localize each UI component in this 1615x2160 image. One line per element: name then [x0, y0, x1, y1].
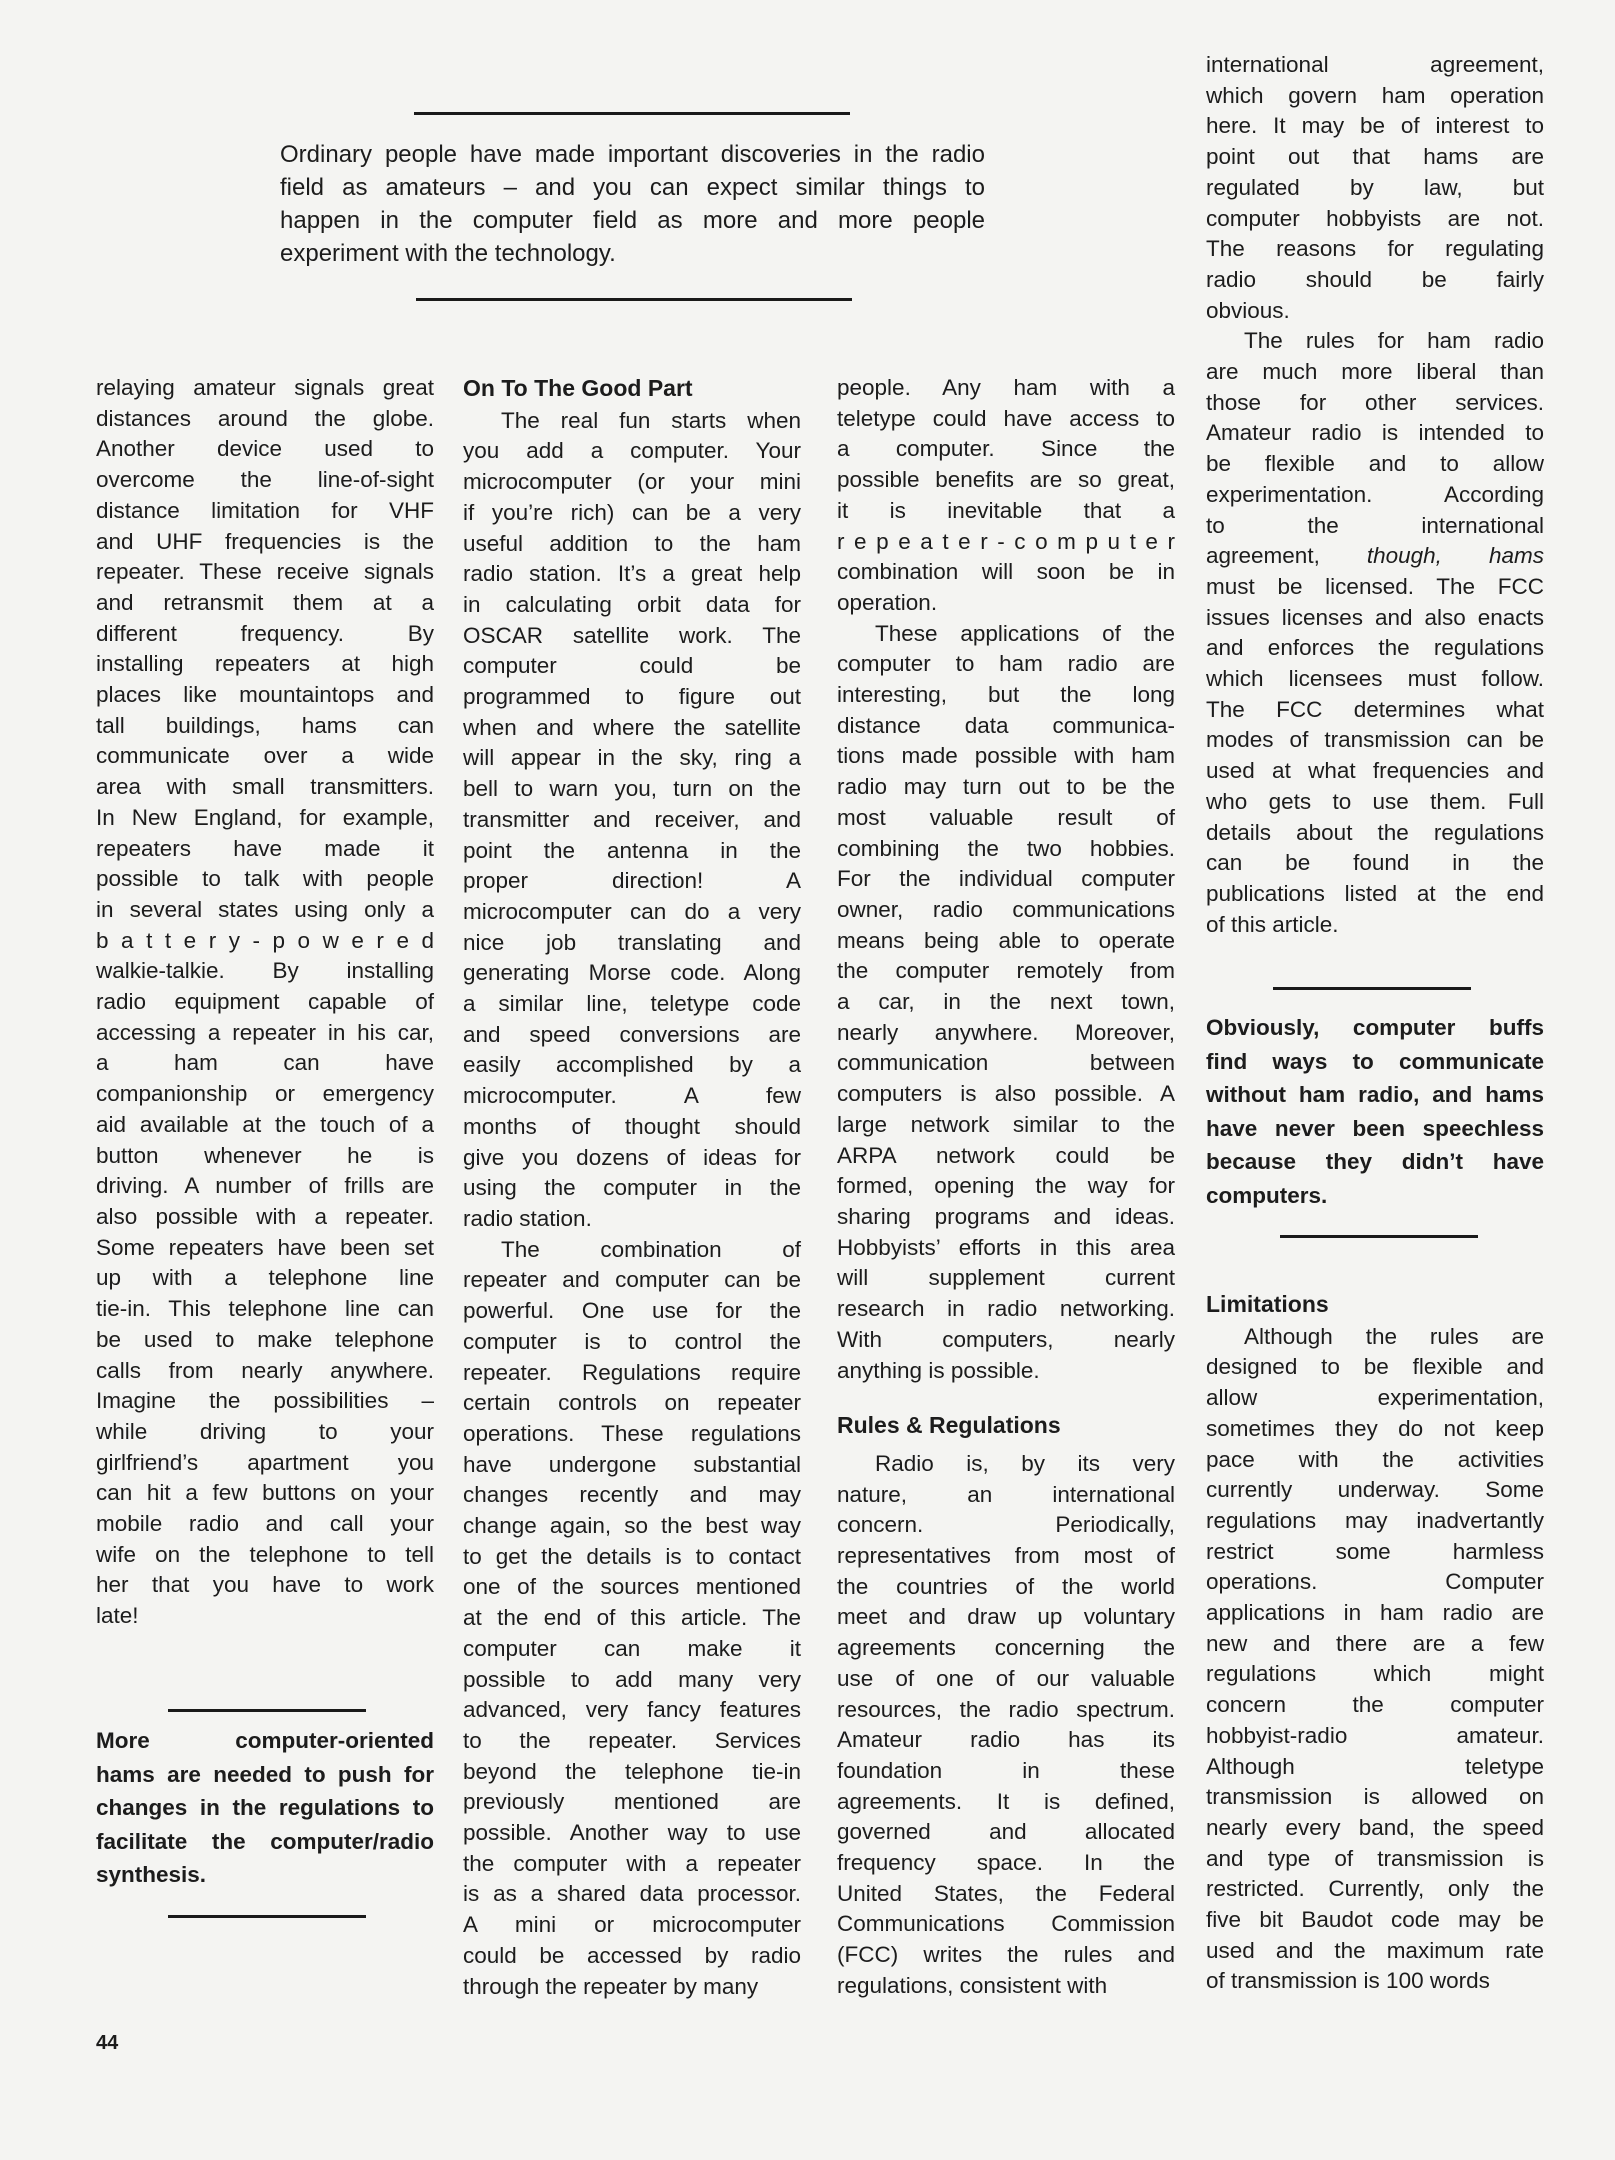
paragraph-line: transmission is allowed on — [1206, 1784, 1544, 1810]
paragraph-line: change again, so the best way — [463, 1513, 801, 1539]
paragraph-line: companionship or emergency — [96, 1081, 434, 1107]
paragraph-line: to get the details is to contact — [463, 1543, 801, 1569]
paragraph-line: nice job translating and — [463, 929, 801, 955]
paragraph-line: will appear in the sky, ring a — [463, 745, 801, 771]
callout-line: find ways to communicate — [1206, 1048, 1544, 1074]
paragraph-line: ARPA network could be — [837, 1142, 1175, 1168]
pullquote-line: happen in the computer field as more and more people — [280, 207, 985, 234]
paragraph-line: r e p e a t e r - c o m p u t e r — [837, 528, 1175, 554]
paragraph-line: Radio is, by its very — [875, 1450, 1175, 1476]
paragraph-line: give you dozens of ideas for — [463, 1144, 801, 1170]
paragraph-line: and speed conversions are — [463, 1021, 801, 1047]
paragraph-line: easily accomplished by a — [463, 1052, 801, 1078]
paragraph-line: be used to make telephone — [96, 1326, 434, 1352]
paragraph-line: use of one of our valuable — [837, 1665, 1175, 1691]
paragraph-line: the computer remotely from — [837, 958, 1175, 984]
paragraph-line: can be found in the — [1206, 850, 1544, 876]
paragraph-line: also possible with a repeater. — [96, 1203, 434, 1229]
paragraph-line: previously mentioned are — [463, 1789, 801, 1815]
paragraph-line: means being able to operate — [837, 927, 1175, 953]
paragraph-line: Although the rules are — [1244, 1323, 1544, 1349]
paragraph-line: frequency space. In the — [837, 1850, 1175, 1876]
callout-line: facilitate the computer/radio — [96, 1828, 434, 1854]
paragraph-line: Another device used to — [96, 436, 434, 462]
paragraph-line: obvious. — [1206, 297, 1290, 323]
paragraph-line: here. It may be of interest to — [1206, 113, 1544, 139]
callout-line: because they didn’t have — [1206, 1149, 1544, 1174]
callout-left — [96, 1724, 434, 1892]
paragraph-line: a computer. Since the — [837, 436, 1175, 462]
paragraph-line: aid available at the touch of a — [96, 1111, 434, 1137]
paragraph-line: applications in ham radio are — [1206, 1600, 1544, 1626]
paragraph-line: are much more liberal than — [1206, 359, 1544, 385]
paragraph-line: a car, in the next town, — [837, 989, 1175, 1015]
paragraph-line: repeaters have made it — [96, 835, 434, 861]
paragraph-line: up with a telephone line — [96, 1265, 434, 1291]
pullquote-line: field as amateurs – and you can expect similar things to — [280, 174, 985, 201]
paragraph-line: of this article. — [1206, 911, 1339, 937]
paragraph-line: designed to be flexible and — [1206, 1354, 1544, 1380]
section-heading-rules-regulations: Rules & Regulations — [837, 1412, 1061, 1439]
paragraph-line: if you’re rich) can be a very — [463, 499, 801, 525]
paragraph-line: powerful. One use for the — [463, 1298, 801, 1324]
paragraph-line: The combination of — [501, 1236, 801, 1262]
paragraph-line: the computer with a repeater — [463, 1850, 801, 1876]
paragraph-line: distances around the globe. — [96, 405, 434, 431]
pullquote-line: Ordinary people have made important discoveries in the radio — [280, 141, 985, 168]
paragraph-line: and retransmit them at a — [96, 589, 434, 615]
paragraph-line: button whenever he is — [96, 1142, 434, 1168]
column-4-top — [1206, 50, 1544, 940]
paragraph-line: wife on the telephone to tell — [96, 1541, 434, 1567]
paragraph-line: radio equipment capable of — [96, 989, 434, 1015]
paragraph-line: possible to talk with people — [96, 866, 434, 892]
paragraph-line: operations. These regulations — [463, 1420, 801, 1446]
paragraph-line: must be licensed. The FCC — [1206, 573, 1544, 599]
paragraph-line: have undergone substantial — [463, 1451, 801, 1477]
page-number: 44 — [96, 2032, 119, 2054]
paragraph-line: to the repeater. Services — [463, 1727, 801, 1753]
paragraph-line: regulations which might — [1206, 1661, 1544, 1687]
paragraph-line: Amateur radio is intended to — [1206, 420, 1544, 446]
paragraph-line: computer is to control the — [463, 1328, 801, 1354]
paragraph-line: the countries of the world — [837, 1573, 1175, 1599]
paragraph-line: radio station. — [463, 1205, 592, 1231]
paragraph-line: possible benefits are so great, — [837, 467, 1175, 493]
paragraph-line: agreements. It is defined, — [837, 1788, 1175, 1814]
paragraph-line: tions made possible with ham — [837, 743, 1175, 769]
paragraph-line: nature, an international — [837, 1481, 1175, 1507]
paragraph-line: regulated by law, but — [1206, 174, 1544, 200]
paragraph-line: microcomputer (or your mini — [463, 469, 801, 495]
callout-left-rule-upper — [168, 1709, 366, 1712]
paragraph-line: teletype could have access to — [837, 405, 1175, 431]
paragraph-line: to the international — [1206, 512, 1544, 538]
section-heading-limitations: Limitations — [1206, 1291, 1329, 1317]
paragraph-line: different frequency. By — [96, 620, 434, 646]
paragraph-line: computer hobbyists are not. — [1206, 205, 1544, 231]
paragraph-line: can hit a few buttons on your — [96, 1480, 434, 1506]
paragraph-line: of transmission is 100 words — [1206, 1968, 1490, 1994]
callout-line: More computer-oriented — [96, 1728, 434, 1753]
paragraph-line: currently underway. Some — [1206, 1477, 1544, 1503]
paragraph-line: b a t t e r y - p o w e r e d — [96, 927, 434, 953]
paragraph-line: computers is also possible. A — [837, 1081, 1175, 1107]
paragraph-line: anything is possible. — [837, 1357, 1040, 1383]
paragraph-line: repeater. These receive signals — [96, 559, 434, 585]
paragraph-line: agreements concerning the — [837, 1635, 1175, 1661]
paragraph-line: overcome the line-of-sight — [96, 467, 434, 493]
paragraph-line: those for other services. — [1206, 389, 1544, 415]
paragraph-line: operation. — [837, 589, 938, 615]
paragraph-line: restricted. Currently, only the — [1206, 1876, 1544, 1902]
paragraph-line: United States, the Federal — [837, 1880, 1175, 1906]
paragraph-line: and enforces the regulations — [1206, 635, 1544, 661]
paragraph-line: agreement, though, hams — [1206, 543, 1544, 569]
paragraph-line: possible to add many very — [463, 1666, 801, 1692]
paragraph-line: concern the computer — [1206, 1692, 1544, 1718]
paragraph-line: large network similar to the — [837, 1111, 1175, 1137]
paragraph-line: it is inevitable that a — [837, 497, 1175, 523]
paragraph-line: programmed to figure out — [463, 684, 801, 710]
paragraph-line: governed and allocated — [837, 1819, 1175, 1845]
paragraph-line: hobbyist-radio amateur. — [1206, 1722, 1544, 1748]
callout-line: changes in the regulations to — [96, 1795, 434, 1820]
paragraph-line: regulations, consistent with — [837, 1972, 1108, 1998]
paragraph-line: people. Any ham with a — [837, 375, 1175, 400]
paragraph-line: In New England, for example, — [96, 804, 434, 830]
paragraph-line: calls from nearly anywhere. — [96, 1357, 434, 1383]
emphasis: hams — [1488, 543, 1544, 569]
paragraph-line: communicate over a wide — [96, 743, 434, 769]
paragraph-line: foundation in these — [837, 1757, 1175, 1783]
paragraph-line: a ham can have — [96, 1050, 434, 1076]
paragraph-line: her that you have to work — [96, 1572, 434, 1598]
paragraph-line: concern. Periodically, — [837, 1512, 1175, 1538]
paragraph-line: The real fun starts when — [501, 407, 801, 433]
paragraph-line: walkie-talkie. By installing — [96, 958, 434, 984]
paragraph-line: Some repeaters have been set — [96, 1234, 434, 1260]
paragraph-line: tall buildings, hams can — [96, 712, 434, 738]
paragraph-line: who gets to use them. Full — [1206, 788, 1544, 814]
paragraph-line: publications listed at the end — [1206, 880, 1544, 906]
pullquote-line: experiment with the technology. — [280, 240, 616, 267]
paragraph-line: could be accessed by radio — [463, 1942, 801, 1968]
paragraph-line: interesting, but the long — [837, 682, 1175, 708]
paragraph-line: a similar line, teletype code — [463, 991, 801, 1017]
paragraph-line: international agreement, — [1206, 52, 1544, 77]
paragraph-line: modes of transmission can be — [1206, 727, 1544, 753]
paragraph-line: combining the two hobbies. — [837, 835, 1175, 861]
paragraph-line: repeater and computer can be — [463, 1267, 801, 1293]
paragraph-line: mobile radio and call your — [96, 1511, 434, 1537]
paragraph-line: and UHF frequencies is the — [96, 528, 434, 554]
paragraph-line: resources, the radio spectrum. — [837, 1696, 1175, 1722]
callout-line: hams are needed to push for — [96, 1761, 434, 1787]
paragraph-line: and type of transmission is — [1206, 1845, 1544, 1871]
paragraph-line: used and the maximum rate — [1206, 1937, 1544, 1963]
paragraph-line: sharing programs and ideas. — [837, 1203, 1175, 1229]
paragraph-line: which licensees must follow. — [1206, 666, 1544, 692]
paragraph-line: The rules for ham radio — [1244, 328, 1544, 354]
paragraph-line: transmitter and receiver, and — [463, 806, 801, 832]
column-3 — [837, 373, 1175, 2002]
paragraph-line: owner, radio communications — [837, 896, 1175, 922]
paragraph-line: driving. A number of frills are — [96, 1173, 434, 1199]
paragraph-line: accessing a repeater in his car, — [96, 1019, 434, 1045]
paragraph-line: computer could be — [463, 653, 801, 679]
paragraph-line: beyond the telephone tie-in — [463, 1758, 801, 1784]
paragraph-line: is as a shared data processor. — [463, 1881, 801, 1907]
column-2 — [463, 373, 801, 2002]
paragraph-line: through the repeater by many — [463, 1973, 759, 1999]
paragraph-line: formed, opening the way for — [837, 1173, 1175, 1199]
paragraph-line: relaying amateur signals great — [96, 375, 434, 400]
paragraph-line: radio should be fairly — [1206, 266, 1544, 292]
paragraph-line: generating Morse code. Along — [463, 960, 801, 986]
paragraph-line: point out that hams are — [1206, 144, 1544, 170]
paragraph-line: will supplement current — [837, 1265, 1175, 1291]
paragraph-line: distance data communica- — [837, 712, 1175, 738]
paragraph-line: representatives from most of — [837, 1543, 1175, 1569]
paragraph-line: Communications Commission — [837, 1911, 1175, 1937]
column-4-bottom — [1206, 1289, 1544, 1997]
paragraph-line: places like mountaintops and — [96, 682, 434, 708]
column-1 — [96, 373, 434, 1632]
paragraph-line: one of the sources mentioned — [463, 1574, 801, 1600]
paragraph-line: you add a computer. Your — [463, 438, 801, 464]
paragraph-line: communication between — [837, 1050, 1175, 1076]
paragraph-line: The reasons for regulating — [1206, 236, 1544, 262]
paragraph-line: installing repeaters at high — [96, 651, 434, 677]
paragraph-line: useful addition to the ham — [463, 530, 801, 556]
paragraph-line: experimentation. According — [1206, 481, 1544, 507]
paragraph-line: tie-in. This telephone line can — [96, 1296, 434, 1322]
paragraph-line: Imagine the possibilities – — [96, 1388, 434, 1414]
callout-line: synthesis. — [96, 1862, 207, 1887]
paragraph-line: meet and draw up voluntary — [837, 1604, 1175, 1630]
paragraph-line: radio may turn out to be the — [837, 774, 1175, 800]
paragraph-line: using the computer in the — [463, 1175, 801, 1201]
pullquote-top-rule-upper — [414, 112, 850, 115]
paragraph-line: most valuable result of — [837, 804, 1175, 830]
paragraph-line: nearly every band, the speed — [1206, 1814, 1544, 1840]
paragraph-line: OSCAR satellite work. The — [463, 622, 801, 648]
callout-left-rule-lower — [168, 1915, 366, 1918]
paragraph-line: distance limitation for VHF — [96, 497, 434, 523]
top-pullquote — [280, 138, 985, 270]
paragraph-line: point the antenna in the — [463, 837, 801, 863]
paragraph-line: certain controls on repeater — [463, 1390, 801, 1416]
paragraph-line: which govern ham operation — [1206, 82, 1544, 108]
paragraph-line: girlfriend’s apartment you — [96, 1449, 434, 1475]
pullquote-top-rule-lower — [416, 298, 852, 301]
paragraph-line: new and there are a few — [1206, 1630, 1544, 1656]
paragraph-line: Although teletype — [1206, 1753, 1544, 1779]
paragraph-line: computer to ham radio are — [837, 651, 1175, 677]
paragraph-line: operations. Computer — [1206, 1569, 1544, 1595]
paragraph-line: restrict some harmless — [1206, 1538, 1544, 1564]
paragraph-line: details about the regulations — [1206, 819, 1544, 845]
paragraph-line: months of thought should — [463, 1113, 801, 1139]
paragraph-line: proper direction! A — [463, 868, 801, 894]
paragraph-line: in several states using only a — [96, 896, 434, 922]
paragraph-line: repeater. Regulations require — [463, 1359, 801, 1385]
paragraph-line: at the end of this article. The — [463, 1605, 801, 1631]
paragraph-line: combination will soon be in — [837, 559, 1175, 585]
paragraph-line: be flexible and to allow — [1206, 451, 1544, 477]
paragraph-line: advanced, very fancy features — [463, 1697, 801, 1723]
callout-line: without ham radio, and hams — [1206, 1082, 1544, 1107]
paragraph-line: issues licenses and also enacts — [1206, 604, 1544, 630]
paragraph-line: late! — [96, 1603, 139, 1629]
callout-right-rule-lower — [1280, 1235, 1478, 1238]
paragraph-line: while driving to your — [96, 1418, 434, 1444]
callout-line: have never been speechless — [1206, 1115, 1544, 1141]
callout-line: Obviously, computer buffs — [1206, 1015, 1544, 1040]
paragraph-line: computer can make it — [463, 1635, 801, 1661]
paragraph-line: Hobbyists’ efforts in this area — [837, 1234, 1175, 1260]
emphasis: though, — [1366, 543, 1442, 569]
paragraph-line: microcomputer can do a very — [463, 898, 801, 924]
paragraph-line: regulations may inadvertantly — [1206, 1507, 1544, 1533]
paragraph-line: (FCC) writes the rules and — [837, 1942, 1175, 1968]
paragraph-line: With computers, nearly — [837, 1326, 1175, 1352]
callout-line: computers. — [1206, 1182, 1328, 1208]
paragraph-line: bell to warn you, turn on the — [463, 776, 801, 802]
paragraph-line: A mini or microcomputer — [463, 1912, 801, 1938]
paragraph-line: The FCC determines what — [1206, 696, 1544, 722]
callout-right — [1206, 1011, 1544, 1212]
section-heading-good-part: On To The Good Part — [463, 375, 693, 401]
paragraph-line: possible. Another way to use — [463, 1820, 801, 1846]
paragraph-line: Amateur radio has its — [837, 1727, 1175, 1753]
paragraph-line: changes recently and may — [463, 1482, 801, 1508]
paragraph-line: sometimes they do not keep — [1206, 1415, 1544, 1441]
paragraph-line: when and where the satellite — [463, 714, 801, 740]
paragraph-line: five bit Baudot code may be — [1206, 1907, 1544, 1933]
paragraph-line: pace with the activities — [1206, 1446, 1544, 1472]
callout-right-rule-upper — [1273, 987, 1471, 990]
paragraph-line: research in radio networking. — [837, 1296, 1175, 1322]
paragraph-line: These applications of the — [875, 620, 1175, 646]
paragraph-line: microcomputer. A few — [463, 1083, 801, 1109]
paragraph-line: For the individual computer — [837, 866, 1175, 892]
paragraph-line: in calculating orbit data for — [463, 591, 801, 617]
paragraph-line: area with small transmitters. — [96, 774, 434, 800]
paragraph-line: nearly anywhere. Moreover, — [837, 1019, 1175, 1045]
paragraph-line: allow experimentation, — [1206, 1385, 1544, 1411]
paragraph-line: used at what frequencies and — [1206, 758, 1544, 784]
paragraph-line: radio station. It’s a great help — [463, 561, 801, 587]
